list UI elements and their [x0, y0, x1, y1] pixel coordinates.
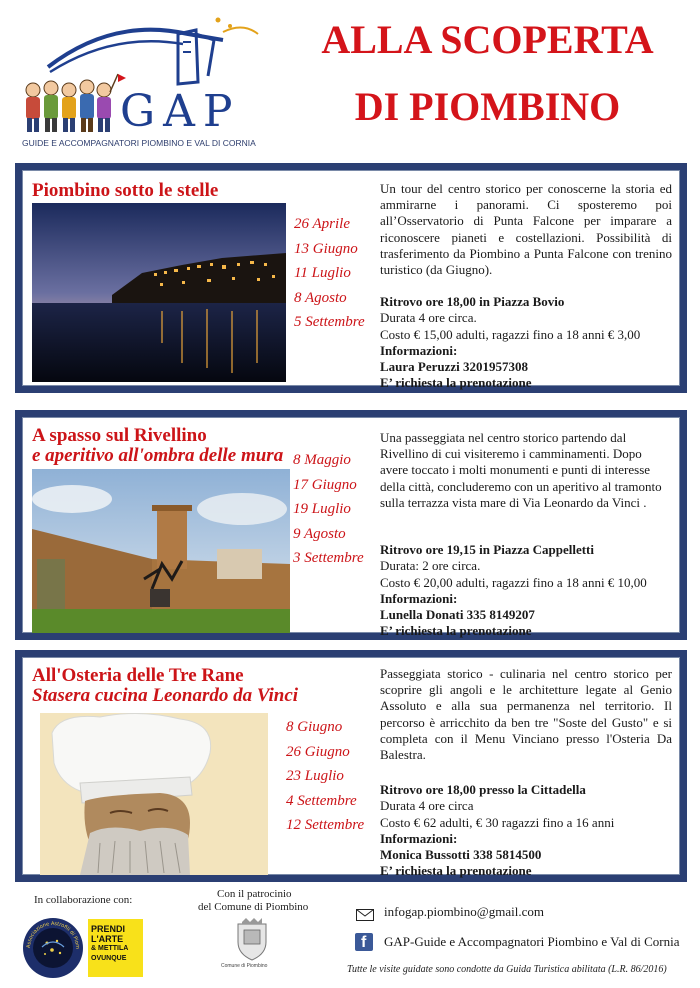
event-description: Un tour del centro storico per conoscerne la storia ed ammirarne i panorami. Ci sposteremo poi all’Osservatorio di Punta Falcone per imparare a riconoscere pianeti e costellazioni. Possibilità di trasferimento da Piombino a Punta Falcone con trenino turistico (da Giugno). — [380, 181, 672, 278]
event-dates — [293, 448, 364, 571]
date-item: 13 Giugno — [294, 240, 358, 257]
booking-note: E’ richiesta la prenotazione — [380, 375, 532, 391]
event-details — [380, 294, 640, 392]
patronage-line1: Con il patrocinio — [217, 888, 292, 900]
event-description: Passeggiata storico - culinaria nel centro storico per scoprire gli angoli e le architetture legate al Genio Assoluto e alla sua permanenza nel territorio. Il percorso è arricchito da ben tre "Soste del Gusto" e si completa con il Menu Vinciano presso l'Osteria Da Balestra. — [380, 666, 672, 763]
legal-note: Tutte le visite guidate sono condotte da Guida Turistica abilitata (L.R. 86/2016) — [347, 964, 667, 975]
prendi-larte-logo — [88, 919, 143, 977]
email-icon — [356, 908, 374, 920]
cost: Costo € 15,00 adulti, ragazzi fino a 18 anni € 3,00 — [380, 326, 641, 342]
date-item: 8 Agosto — [294, 289, 347, 306]
duration: Durata 4 ore circa. — [380, 310, 477, 326]
logo-subtitle: GUIDE E ACCOMPAGNATORI PIOMBINO E VAL DI CORNIA — [22, 138, 256, 148]
info-label: Informazioni: — [380, 342, 458, 358]
contact: Monica Bussotti 338 5814500 — [380, 847, 542, 863]
event-subtitle: Stasera cucina Leonardo da Vinci — [32, 685, 299, 706]
event-details — [380, 782, 614, 880]
contact-email[interactable]: infogap.piombino@gmail.com — [384, 904, 545, 919]
date-item: 26 Aprile — [294, 216, 350, 232]
date-item: 23 Luglio — [286, 768, 344, 784]
event-details — [380, 542, 647, 640]
date-item: 9 Agosto — [293, 525, 346, 542]
date-item: 8 Maggio — [293, 452, 351, 468]
booking-note: E’ richiesta la prenotazione — [380, 623, 532, 639]
page-title-line2: DI PIOMBINO — [354, 84, 621, 129]
duration: Durata 4 ore circa — [380, 798, 474, 814]
event-dates — [286, 715, 364, 838]
event-dates — [294, 212, 365, 335]
event-card-osteria — [15, 650, 687, 882]
event-title: A spasso sul Rivellino — [32, 425, 207, 446]
meeting-point: Ritrovo ore 18,00 presso la Cittadella — [380, 782, 586, 797]
cost: Costo € 20,00 adulti, ragazzi fino a 18 anni € 10,00 — [380, 574, 647, 590]
event-description: Una passeggiata nel centro storico partendo dal Rivellino di cui visiteremo i camminamenti. Dopo avere toccato i molti monumenti e punti di interesse della città, concluderemo con un aperitivo al tramonto sulla terrazza vista mare di Via Leonardo da Vinci . — [380, 430, 662, 510]
comune-crest-icon — [232, 916, 272, 962]
date-item: 12 Settembre — [286, 817, 365, 833]
partner2-line3: & METTILA — [91, 945, 129, 952]
logo-name: GAP — [120, 86, 241, 137]
facebook-icon: f — [355, 933, 373, 951]
photo-rivellino — [32, 469, 290, 633]
gap-logo — [18, 12, 268, 147]
partner1-name: Associazione Astrofili di Piom — [25, 920, 81, 950]
cost: Costo € 62 adulti, € 30 ragazzi fino a 16 anni — [380, 814, 615, 830]
info-label: Informazioni: — [380, 830, 458, 846]
event-subtitle: e aperitivo all'ombra delle mura — [32, 445, 284, 466]
event-card-stelle — [15, 163, 687, 393]
partner2-line1: PRENDI — [91, 924, 126, 934]
date-item: 11 Luglio — [294, 265, 351, 281]
meeting-point: Ritrovo ore 18,00 in Piazza Bovio — [380, 294, 565, 309]
date-item: 26 Giugno — [286, 743, 350, 760]
date-item: 5 Settembre — [294, 314, 365, 330]
date-item: 3 Settembre — [293, 550, 364, 566]
date-item: 19 Luglio — [293, 501, 351, 517]
patronage-line2: del Comune di Piombino — [198, 901, 309, 913]
event-card-rivellino — [15, 410, 687, 640]
partner2-line2: L'ARTE — [91, 934, 124, 944]
date-item: 17 Giugno — [293, 476, 357, 493]
photo-night-coast — [32, 203, 286, 382]
contact: Lunella Donati 335 8149207 — [380, 607, 535, 623]
comune-caption: Comune di Piombino — [221, 963, 268, 969]
photo-leonardo — [40, 713, 268, 875]
booking-note: E’ richiesta la prenotazione — [380, 863, 532, 879]
event-title: All'Osteria delle Tre Rane — [32, 665, 244, 686]
duration: Durata: 2 ore circa. — [380, 558, 481, 574]
meeting-point: Ritrovo ore 19,15 in Piazza Cappelletti — [380, 542, 594, 557]
date-item: 4 Settembre — [286, 792, 357, 809]
date-item: 8 Giugno — [286, 719, 343, 735]
contact: Laura Peruzzi 3201957308 — [380, 359, 529, 375]
event-title: Piombino sotto le stelle — [32, 180, 219, 201]
facebook-page[interactable]: GAP-Guide e Accompagnatori Piombino e Val di Cornia — [384, 934, 680, 949]
page-title-line1: ALLA SCOPERTA — [321, 17, 654, 62]
info-label: Informazioni: — [380, 590, 458, 606]
astrofili-logo — [22, 917, 84, 979]
partner2-line4: OVUNQUE — [91, 955, 127, 962]
collab-label: In collaborazione con: — [34, 894, 133, 906]
